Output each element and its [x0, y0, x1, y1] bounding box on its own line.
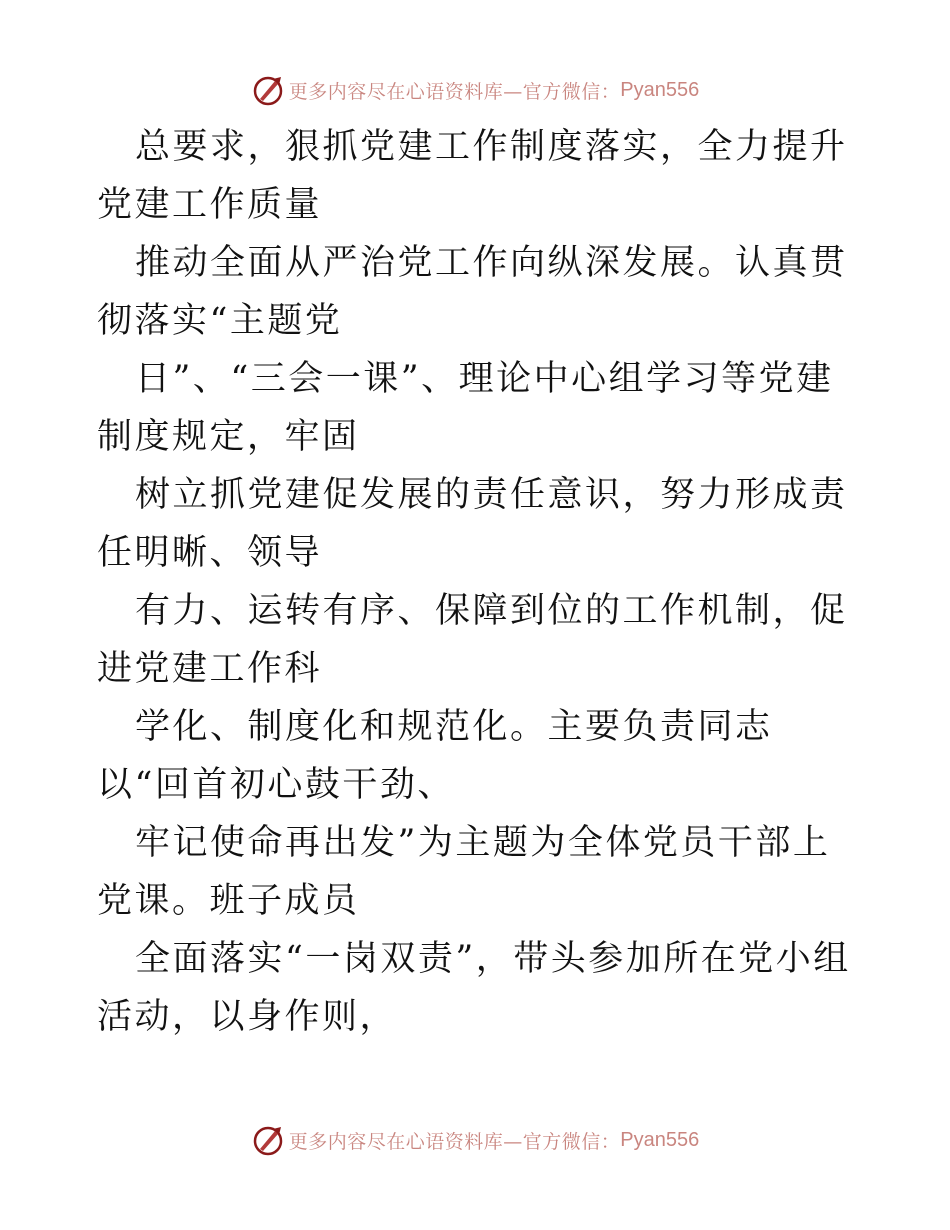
paragraph: 牢记使命再出发”为主题为全体党员干部上党课。班子成员 — [97, 823, 831, 921]
paragraph: 有力、运转有序、保障到位的工作机制，促进党建工作科 — [97, 591, 848, 689]
quill-logo-icon — [251, 1123, 285, 1157]
paragraph: 全面落实“一岗双责”，带头参加所在党小组活动，以身作则， — [97, 939, 851, 1037]
document-body — [97, 118, 857, 1046]
header-watermark — [0, 70, 950, 110]
paragraph: 推动全面从严治党工作向纵深发展。认真贯彻落实“主题党 — [97, 243, 848, 341]
paragraph: 学化、制度化和规范化。主要负责同志以“回首初心鼓干劲、 — [97, 707, 773, 805]
paragraph: 日”、“三会一课”、理论中心组学习等党建制度规定，牢固 — [97, 359, 834, 457]
watermark-text: 更多内容尽在心语资料库—官方微信： — [288, 80, 621, 103]
watermark-wechat-id: Pyan556 — [620, 1128, 700, 1151]
watermark-wechat-id: Pyan556 — [620, 78, 700, 101]
paragraph: 总要求，狠抓党建工作制度落实，全力提升党建工作质量 — [97, 127, 848, 225]
quill-logo-icon — [251, 73, 285, 107]
paragraph: 树立抓党建促发展的责任意识，努力形成责任明晰、领导 — [97, 475, 848, 573]
watermark-text: 更多内容尽在心语资料库—官方微信： — [288, 1130, 621, 1153]
footer-watermark — [0, 1120, 950, 1160]
